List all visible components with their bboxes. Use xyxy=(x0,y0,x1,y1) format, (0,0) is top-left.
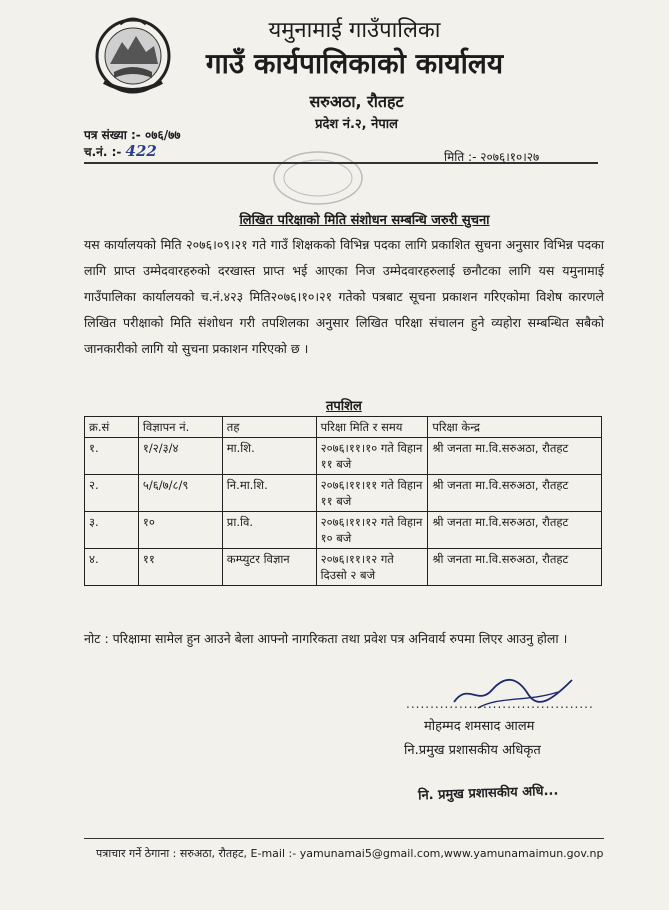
table-cell: श्री जनता मा.वि.सरुअठा, रौतहट xyxy=(428,475,602,512)
signatory-stamp: नि. प्रमुख प्रशासकीय अधि... xyxy=(417,783,559,804)
table-cell: श्री जनता मा.वि.सरुअठा, रौतहट xyxy=(428,512,602,549)
subject-line xyxy=(0,210,669,228)
table-row xyxy=(85,549,602,586)
table-row xyxy=(85,512,602,549)
office-name: गाउँ कार्यपालिकाको कार्यालय xyxy=(205,47,504,80)
header-cell: परिक्षा केन्द्र xyxy=(428,417,602,438)
note-paragraph: नोट : परिक्षामा सामेल हुन आउने बेला आफ्नो नागरिकता तथा प्रवेश पत्र अनिवार्य रुपमा लिएर आउनु होला । xyxy=(84,631,568,646)
table-cell: ११ xyxy=(138,549,222,586)
date-label: मिति :- xyxy=(444,150,477,164)
footer-address: पत्राचार गर्ने ठेगाना : सरुअठा, रौतहट, xyxy=(96,847,248,860)
municipality-name: यमुनामाई गाउँपालिका xyxy=(268,18,441,43)
table-cell: २०७६।११।१२ गते विहान १० बजे xyxy=(316,512,428,549)
table-cell: २०७६।११।१० गते विहान ११ बजे xyxy=(316,438,428,475)
table-cell: नि.मा.शि. xyxy=(222,475,316,512)
table-cell: कम्प्युटर विज्ञान xyxy=(222,549,316,586)
table-cell: ३. xyxy=(85,512,139,549)
subject-text: लिखित परिक्षाको मिति संशोधन सम्बन्धि जरुरी सुचना xyxy=(239,213,490,228)
office-address: सरुअठा, रौतहट xyxy=(309,92,404,111)
table-cell: १/२/३/४ xyxy=(138,438,222,475)
dispatch-number-value: 422 xyxy=(125,142,157,160)
table-caption: तपशिल xyxy=(326,399,362,414)
signatory-name: मोहम्मद शमसाद आलम xyxy=(424,719,535,734)
table-cell: श्री जनता मा.वि.सरुअठा, रौतहट xyxy=(428,438,602,475)
header-cell: विज्ञापन नं. xyxy=(138,417,222,438)
letter-number-value: ०७६/७७ xyxy=(144,128,181,142)
signatory-title: नि.प्रमुख प्रशासकीय अधिकृत xyxy=(404,743,541,758)
footer-divider xyxy=(84,838,604,839)
table-cell: मा.शि. xyxy=(222,438,316,475)
table-cell: १. xyxy=(85,438,139,475)
table-cell: २. xyxy=(85,475,139,512)
province-line: प्रदेश नं.२, नेपाल xyxy=(315,117,398,132)
exam-schedule-table xyxy=(84,416,602,586)
header-cell: क्र.सं xyxy=(85,417,139,438)
table-cell: २०७६।११।११ गते विहान ११ बजे xyxy=(316,475,428,512)
header-cell: तह xyxy=(222,417,316,438)
table-row xyxy=(85,475,602,512)
date-value: २०७६।१०।२७ xyxy=(480,150,540,164)
table-row xyxy=(85,438,602,475)
dispatch-number-label: च.नं. :- xyxy=(84,145,122,159)
table-header-row xyxy=(85,417,602,438)
faded-stamp-icon xyxy=(270,148,366,208)
table-cell: ४. xyxy=(85,549,139,586)
table-cell: प्रा.वि. xyxy=(222,512,316,549)
table-cell: २०७६।११।१२ गते दिउसो २ बजे xyxy=(316,549,428,586)
table-cell: ५/६/७/८/९ xyxy=(138,475,222,512)
table-cell: १० xyxy=(138,512,222,549)
letter-number-label: पत्र संख्या :- xyxy=(84,128,141,142)
header-cell: परिक्षा मिति र समय xyxy=(316,417,428,438)
footer-email-web: E-mail :- yamunamai5@gmail.com,www.yamunamaimun.gov.np xyxy=(250,847,604,860)
body-paragraph: यस कार्यालयको मिति २०७६।०९।२१ गते गाउँ शिक्षकको विभिन्न पदका लागि प्रकाशित सुचना अनुसार विभिन्न पदका लागि प्राप्त उम्मेदवारहरुको दरखास्त प्राप्त भई आएका निज उम्मेदवारहरुलाई छनौटका लागि यस यमुनामाई गाउँपालिका कार्यालयको च.नं.४२३ मिति२०७६।१०।२१ गतेको पत्रबाट सूचना प्रकाशन गरिएकोमा विशेष कारणले लिखित परीक्षाको मिति संशोधन गरी तपशिलका अनुसार लिखित परिक्षा संचालन हुने व्यहोरा सम्बन्धित सबैको जानकारीको लागि यो सुचना प्रकाशन गरिएको छ । xyxy=(84,237,604,356)
signature-line: ....................................... xyxy=(406,697,594,711)
table-cell: श्री जनता मा.वि.सरुअठा, रौतहट xyxy=(428,549,602,586)
letter-number xyxy=(84,126,181,143)
dispatch-number xyxy=(84,142,157,160)
header-divider xyxy=(84,162,598,164)
footer-contact xyxy=(96,846,604,861)
